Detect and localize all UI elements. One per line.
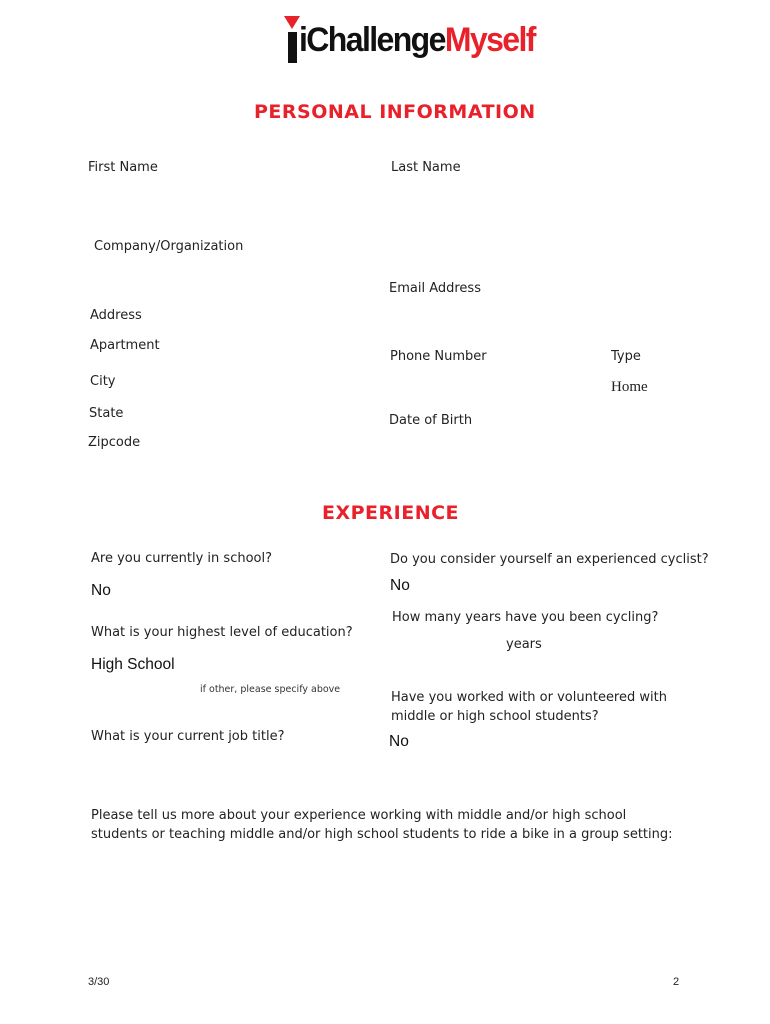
email-field[interactable] xyxy=(389,300,679,324)
years-cycling-question: How many years have you been cycling? xyxy=(392,610,659,625)
phone-type-select[interactable]: Home xyxy=(611,379,648,395)
logo-marker-icon xyxy=(284,16,300,29)
cyclist-select[interactable]: No xyxy=(390,577,410,594)
personal-info-heading: PERSONAL INFORMATION xyxy=(254,101,536,123)
email-label: Email Address xyxy=(389,281,481,296)
phone-field[interactable] xyxy=(390,369,590,391)
zipcode-field[interactable] xyxy=(145,433,360,453)
years-cycling-field[interactable] xyxy=(392,634,500,656)
education-question: What is your highest level of education? xyxy=(91,625,353,640)
dob-label: Date of Birth xyxy=(389,413,473,428)
years-unit-label: years xyxy=(506,637,542,652)
education-hint: if other, please specify above xyxy=(200,684,341,695)
job-title-question: What is your current job title? xyxy=(91,729,285,744)
experience-details-textarea[interactable] xyxy=(91,850,681,960)
first-name-label: First Name xyxy=(88,160,158,175)
job-title-field[interactable] xyxy=(91,750,361,774)
logo xyxy=(284,16,534,68)
state-label: State xyxy=(89,406,124,421)
footer-date: 3/30 xyxy=(88,976,110,988)
in-school-select[interactable]: No xyxy=(91,582,111,599)
first-name-field[interactable] xyxy=(88,180,358,220)
logo-stem xyxy=(288,32,297,63)
address-field[interactable] xyxy=(150,306,360,326)
phone-type-label: Type xyxy=(611,349,641,364)
in-school-question: Are you currently in school? xyxy=(91,551,272,566)
volunteer-question-line2: middle or high school students? xyxy=(391,709,599,724)
dob-field[interactable] xyxy=(389,433,589,455)
page-number: 2 xyxy=(673,976,680,988)
experience-details-prompt: Please tell us more about your experience working with middle and/or high school students or teaching middle and/or high school students to ride a bike in a group setting: xyxy=(91,808,673,842)
company-label: Company/Organization xyxy=(94,239,244,254)
city-field[interactable] xyxy=(130,372,360,392)
education-select[interactable]: High School xyxy=(91,656,175,673)
apartment-label: Apartment xyxy=(90,338,160,353)
last-name-label: Last Name xyxy=(391,160,461,175)
logo-wordmark: iChallengeMyself xyxy=(299,19,535,59)
zipcode-label: Zipcode xyxy=(88,435,141,450)
city-label: City xyxy=(90,374,116,389)
apartment-field[interactable] xyxy=(165,336,360,356)
phone-label: Phone Number xyxy=(390,349,487,364)
last-name-field[interactable] xyxy=(391,180,681,220)
volunteer-select[interactable]: No xyxy=(389,733,409,750)
address-label: Address xyxy=(90,308,142,323)
experience-heading: EXPERIENCE xyxy=(322,502,460,524)
cyclist-question: Do you consider yourself an experienced cyclist? xyxy=(390,552,709,567)
volunteer-question-line1: Have you worked with or volunteered with xyxy=(391,690,667,705)
company-field[interactable] xyxy=(94,258,364,282)
state-field[interactable] xyxy=(135,404,360,424)
